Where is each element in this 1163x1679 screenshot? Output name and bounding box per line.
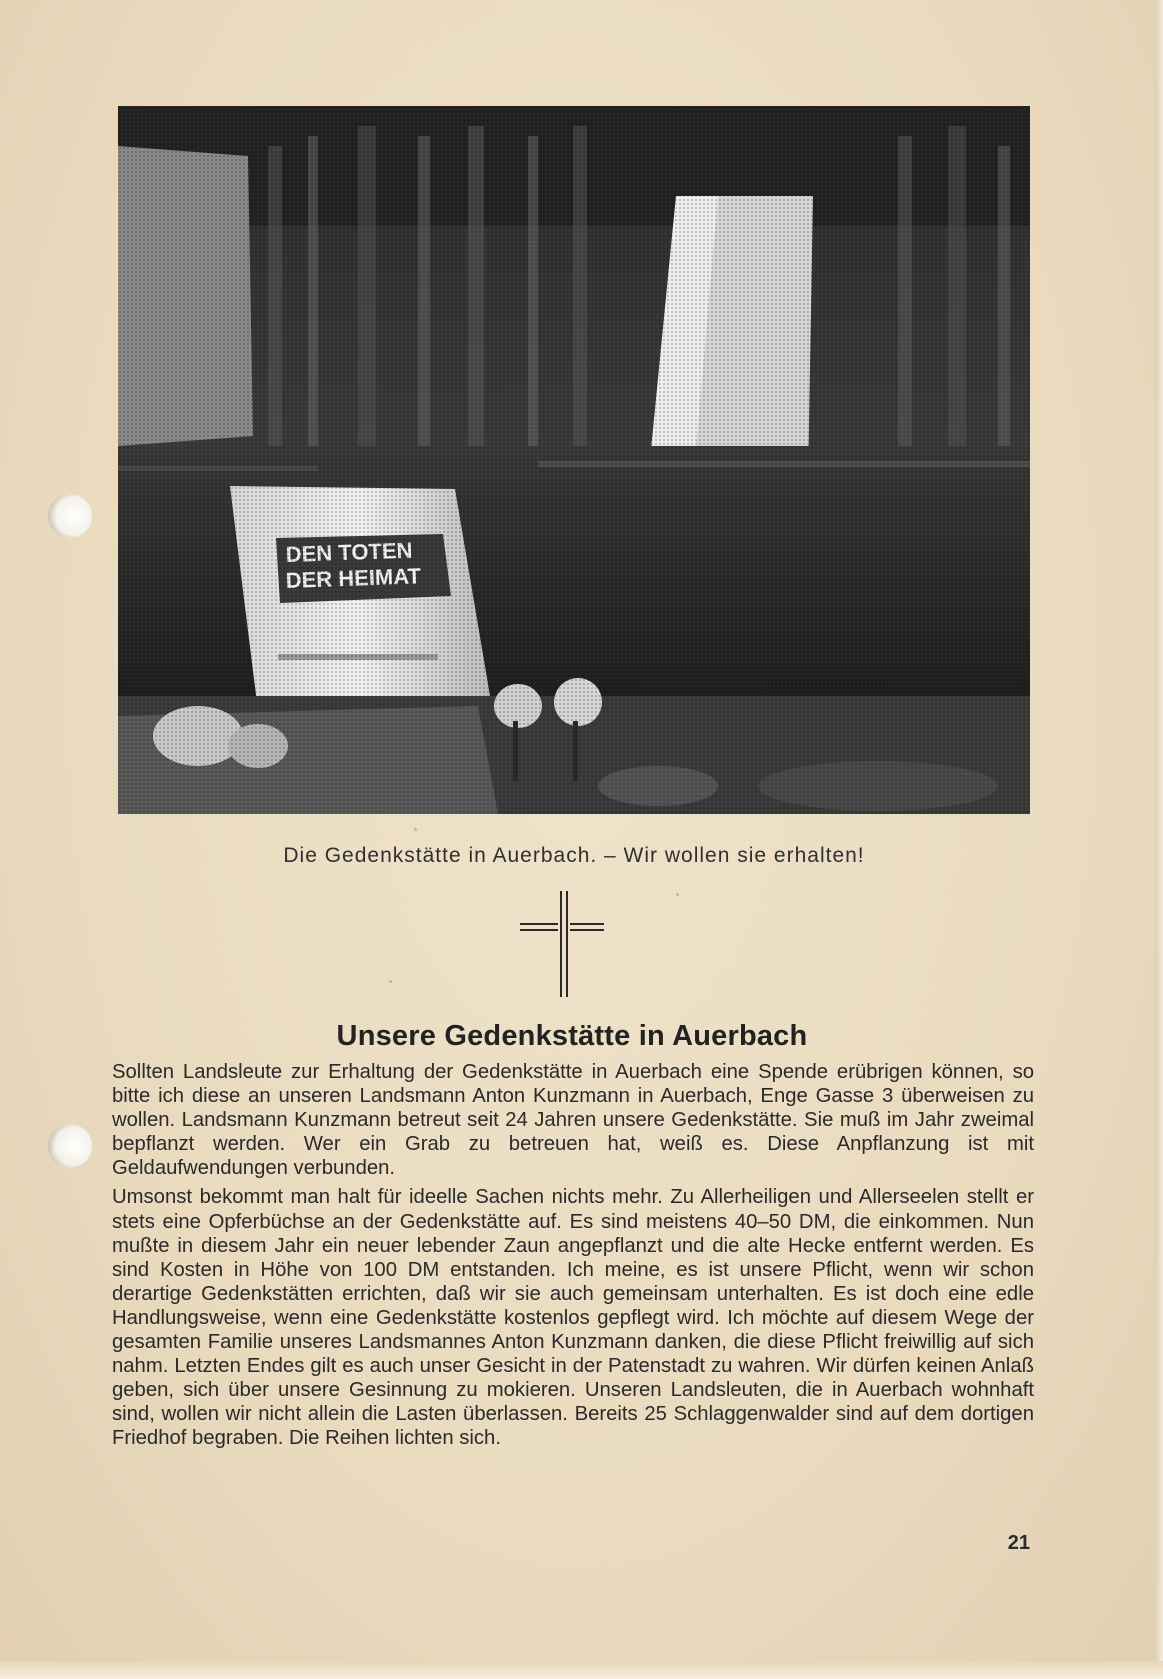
page-number: 21 [1007, 1532, 1030, 1554]
article-paragraph-1: Sollten Landsleute zur Erhaltung der Gedenkstätte in Auerbach eine Spende erübrigen können, so bitte ich diese an unseren Landsmann Anton Kunzmann in Auerbach, Enge Gasse 3 überweisen zu wollen. Landsmann Kunzmann betreut seit 24 Jahren unsere Gedenkstätte. Sie muß im Jahr zweimal bepflanzt werden. Wer ein Grab zu betreuen hat, weiß es. Diese Anpflanzung ist mit Geldaufwendungen verbunden. [112, 1061, 1034, 1180]
dust-speck [389, 980, 392, 983]
binder-hole-top [48, 494, 92, 538]
page-edge-right [1155, 0, 1163, 1679]
cross-icon [520, 891, 604, 997]
binder-hole-bottom [48, 1124, 92, 1168]
article-heading: Unsere Gedenkstätte in Auerbach [336, 1020, 808, 1052]
article-paragraph-2: Umsonst bekommt man halt für ideelle Sachen nichts mehr. Zu Allerheiligen und Allerseelen stellt er stets eine Opferbüchse an der Gedenkstätte auf. Es sind meistens 40–50 DM, die einkommen. Nun mußte in diesem Jahr ein neuer lebender Zaun angepflanzt und die alte Hecke entfernt werden. Es sind Kosten in Höhe von 100 DM entstanden. Ich meine, es ist unsere Pflicht, wenn wir schon derartige Gedenkstätten errichten, daß wir sie auch gemeinsam unterhalten. Es ist doch eine edle Handlungsweise, wenn eine Gedenkstätte kostenlos gepflegt wird. Ich möchte auf diesem Wege der gesamten Familie unseres Landsmannes Anton Kunzmann danken, die diese Pflicht freiwillig auf sich nahm. Letzten Endes gilt es auch unser Gesicht in der Patenstadt zu wahren. Wir dürfen keinen Anlaß geben, sich über unsere Gesinnung zu mokieren. Unseren Landsleuten, die in Auerbach wohnhaft sind, wollen wir nicht allein die Lasten überlassen. Bereits 25 Schlaggenwalder sind auf dem dortigen Friedhof begraben. Die Reihen lichten sich. [112, 1186, 1034, 1450]
photo-caption: Die Gedenkstätte in Auerbach. – Wir wollen sie erhalten! [283, 844, 865, 867]
dust-speck [414, 828, 417, 831]
dust-speck [676, 893, 679, 896]
article-body [112, 1060, 1034, 1451]
page-edge-bottom [0, 1661, 1163, 1679]
memorial-photo [118, 106, 1030, 814]
